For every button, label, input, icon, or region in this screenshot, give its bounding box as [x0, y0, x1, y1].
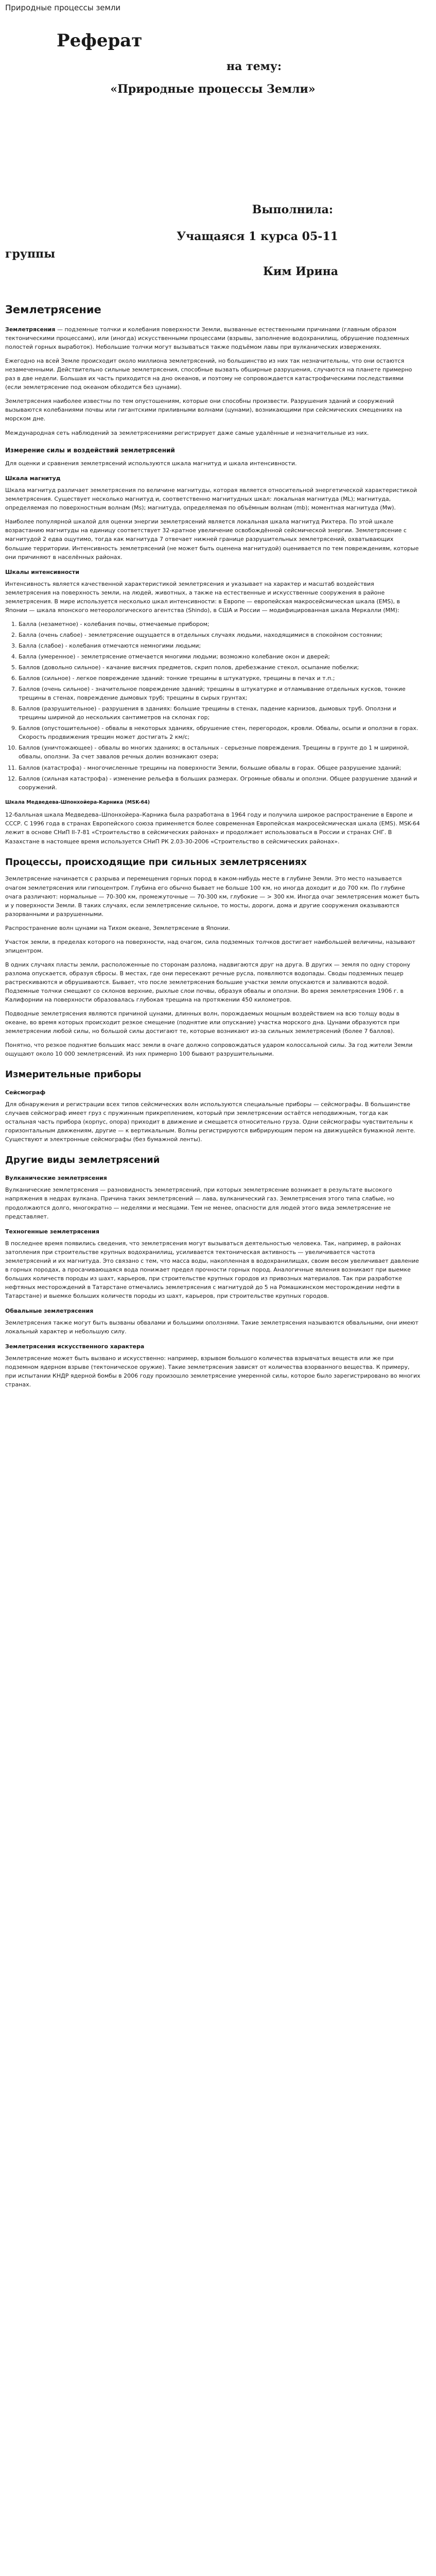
- list-item: 5. Баллов (довольно сильное) - качание висячих предметов, скрип полов, дребезжание стекол, осыпание побелки;: [19, 663, 421, 672]
- list-item: 12. Баллов (сильная катастрофа) - изменение рельефа в больших размерах. Огромные обвалы и оползни. Общее разрушение зданий и сооружений.: [19, 774, 421, 792]
- magnitude-paragraph: Наиболее популярной шкалой для оценки энергии землетрясений является локальная шкала магнитуд Рихтера. По этой шкале возрастанию магнитуды на единицу соответствует 32-кратное увеличение освобождённой сейсмической энергии. Землетрясение с магнитудой 2 едва ощутимо, тогда как магнитуда 7 отвечает нижней границе разрушительных землетрясений, охватывающих большие территории. Интенсивность землетрясений (не может быть оценена магнитудой) оценивается по тем повреждениям, которые они причиняют в населённых районах.: [5, 518, 419, 561]
- title-block: [5, 27, 421, 98]
- earthquake-section: [5, 301, 421, 437]
- list-item: 8. Баллов (разрушительное) - разрушения в зданиях: большие трещины в стенах, падение карнизов, дымовых труб. Оползни и трещины шириной до нескольких сантиметров на склонах гор;: [19, 704, 421, 722]
- msk-caption: Шкала Медведева-Шпонхойера-Карника (MSK-64): [5, 799, 150, 805]
- measurement-heading: Измерение силы и воздействий землетрясений: [5, 446, 175, 454]
- processes-paragraph: В одних случаях пласты земли, расположенные по сторонам разлома, надвигаются друг на друга. В других — земля по одну сторону разлома опускается, образуя сбросы. В местах, где они пересекают речные русла, появляются водопады. Своды подземных пещер растрескиваются и обрушиваются. Бывает, что после землетрясения большие участки земли опускаются и заливаются водой. Подземные толчки смещают со склонов верхние, рыхлые слои почвы, образуя обвалы и оползни. Во время землетрясения 1906 г. в Калифорнии на поверхности образовалась глубокая трещина на протяжении 450 километров.: [5, 961, 410, 1004]
- msk-paragraph: 12-балльная шкала Медведева–Шпонхойера–Карника была разработана в 1964 году и получила широкое распространение в Европе и СССР. С 1996 года в странах Европейского союза применяется более современная Европейская макросейсмическая шкала (EMS). MSK-64 лежит в основе СНиП II-7-81 «Строительство в сейсмических районах» и продолжает использоваться в России и странах СНГ. В Казахстане в настоящее время используется СНиП РК 2.03-30-2006 «Строительство в сейсмических районах».: [5, 811, 420, 845]
- technogenic-paragraph: В последнее время появились сведения, что землетрясения могут вызываться деятельностью человека. Так, например, в районах затопления при строительстве крупных водохранилищ, усиливается тектоническая активность — увеличивается частота землетрясений и их магнитуда. Это связано с тем, что масса воды, накопленная в водохранилищах, своим весом увеличивает давление в горных породах, а просачивающаяся вода понижает предел прочности горных пород. Аналогичные явления возникают при выемке больших количеств породы из шахт, карьеров, при строительстве крупных городов из привозных материалов. Так при разработке нефтяных месторождений в Татарстане отмечались землетрясения с магнитудой до 5 на Ромашкинском месторождении нефти в Татарстане) и выемке больших количеств породы из шахт, карьеров, при строительстве крупных городов.: [5, 1240, 419, 1299]
- technogenic-heading: Техногенные землетрясения: [5, 1228, 99, 1235]
- intensity-scale-list: [5, 620, 421, 792]
- processes-section: [5, 855, 421, 1059]
- earthquake-definition: [5, 325, 421, 351]
- topic-title: «Природные процессы Земли»: [110, 82, 316, 96]
- other-earthquakes-heading: Другие виды землетрясений: [5, 1155, 160, 1166]
- earthquake-paragraph: Ежегодно на всей Земле происходит около миллиона землетрясений, но большинство из них так незначительны, что они остаются незамеченными. Действительно сильные землетрясения, способные вызвать обширные разрушения, случаются на планете примерно раз в две недели. Большая их часть приходится на дно океанов, и поэтому не сопровождается катастрофическими последствиями (если землетрясение под океаном обходится без цунами).: [5, 358, 412, 391]
- earthquake-paragraph: Землетрясения наиболее известны по тем опустошениям, которые они способны произвести. Разрушения зданий и сооружений вызываются колебаниями почвы или гигантскими приливными волнами (цунами), возникающими при сейсмических смещениях на морском дне.: [5, 398, 403, 422]
- measurement-paragraph: Для оценки и сравнения землетрясений используются шкала магнитуд и шкала интенсивности.: [5, 460, 297, 467]
- author-block: [5, 201, 421, 280]
- seismograph-paragraph: Для обнаружения и регистрации всех типов сейсмических волн используются специальные приборы — сейсмографы. В большинстве случаев сейсмограф имеет груз с пружинным прикреплением, который при землетрясении остаётся неподвижным, тогда как остальная часть прибора (корпус, опора) приходит в движение и смещается относительно груза. Одни сейсмографы чувствительны к горизонтальным движениям, другие — к вертикальным. Волны регистрируются вибрирующим пером на движущейся бумажной ленте. Существуют и электронные сейсмографы (без бумажной ленты).: [5, 1101, 416, 1143]
- intensity-paragraph: Интенсивность является качественной характеристикой землетрясения и указывает на характер и масштаб воздействия землетрясения на поверхность земли, на людей, животных, а также на естественные и искусственные сооружения в районе землетрясения. В мире используется несколько шкал интенсивности: в Европе — европейская макросейсмическая шкала (EMS), в Японии — шкала японского метеорологического агентства (Shindo), в США и России — модифицированная шкала Меркалли (MM):: [5, 580, 400, 614]
- earthquake-heading: Землетрясение: [5, 303, 101, 316]
- landslide-heading: Обвальные землетрясения: [5, 1307, 94, 1314]
- performed-label: Выполнила:: [252, 203, 333, 217]
- earthquake-paragraph: Международная сеть наблюдений за землетрясениями регистрирует даже самые удалённые и незначительные из них.: [5, 429, 369, 436]
- intensity-scale-heading: Шкалы интенсивности: [5, 568, 80, 575]
- instruments-heading: Измерительные приборы: [5, 1069, 142, 1080]
- magnitude-scale-heading: Шкала магнитуд: [5, 475, 61, 482]
- document-header: Природные процессы земли: [5, 3, 121, 12]
- processes-paragraph: Распространение волн цунами на Тихом океане, Землетрясение в Японии.: [5, 924, 230, 931]
- list-item: 4. Балла (умеренное) - землетрясение отмечается многими людьми; возможно колебание окон и дверей;: [19, 652, 421, 661]
- list-item: 6. Баллов (сильное) - легкое повреждение зданий: тонкие трещины в штукатурке, трещины в печах и т.п.;: [19, 674, 421, 683]
- instruments-section: [5, 1067, 421, 1144]
- other-earthquakes-section: [5, 1153, 421, 1389]
- measurement-section: [5, 446, 421, 846]
- processes-heading: Процессы, происходящие при сильных землетрясениях: [5, 856, 307, 868]
- list-item: 11. Баллов (катастрофа) - многочисленные трещины на поверхности Земли, большие обвалы в горах. Общее разрушение зданий;: [19, 764, 421, 772]
- on-topic-label: на тему:: [226, 59, 282, 73]
- document-page: [0, 2, 426, 1389]
- processes-paragraph: Участок земли, в пределах которого на поверхности, над очагом, сила подземных толчков достигает наибольшей величины, называют эпицентром.: [5, 938, 415, 954]
- list-item: 3. Балла (слабое) - колебания отмечаются немногими людьми;: [19, 641, 421, 650]
- artificial-paragraph: Землетрясение может быть вызвано и искусственно: например, взрывом большого количества взрывчатых веществ или же при подземном ядерном взрыве (тектоническое оружие). Такие землетрясения зависят от количества взорванного вещества. К примеру, при испытании КНДР ядерной бомбы в 2006 году произошло землетрясение умеренной силы, которое было зарегистрировано во многих странах.: [5, 1355, 421, 1388]
- author-name: Ким Ирина: [263, 265, 338, 279]
- processes-paragraph: Подводные землетрясения являются причиной цунами, длинных волн, порождаемых мощным воздействием на всю толщу воды в океане, во время которых происходит резкое смещение (поднятие или опускание) участка морского дна. Цунами образуются при землетрясении любой силы, но большой силы достигают те, которые возникают из-за сильных землетрясений (более 7 баллов).: [5, 1010, 400, 1035]
- list-item: 7. Баллов (очень сильное) - значительное повреждение зданий; трещины в штукатурке и отламывание отдельных кусков, тонкие трещины в стенах, повреждение дымовых труб; трещины в сырых грунтах;: [19, 685, 421, 702]
- list-item: 2. Балла (очень слабое) - землетрясение ощущается в отдельных случаях людьми, находящимися в спокойном состоянии;: [19, 631, 421, 639]
- processes-paragraph: Понятно, что резкое поднятие больших масс земли в очаге должно сопровождаться ударом колоссальной силы. За год жители Земли ощущают около 10 000 землетрясений. Из них примерно 100 бывают разрушительными.: [5, 1042, 413, 1058]
- volcanic-heading: Вулканические землетрясения: [5, 1175, 107, 1182]
- earthquake-definition-text: — подземные толчки и колебания поверхности Земли, вызванные естественными причинами (главным образом тектоническими процессами), или (иногда) искусственными процессами (взрывы, заполнение водохранилищ, обрушение подземных полостей горных выработок). Небольшие толчки могут вызываться также подъёмом лавы при вулканических извержениях.: [5, 326, 409, 351]
- referat-title: Реферат: [57, 30, 143, 52]
- list-item: 1. Балла (незаметное) - колебания почвы, отмечаемые прибором;: [19, 620, 421, 629]
- list-item: 9. Баллов (опустошительное) - обвалы в некоторых зданиях, обрушение стен, перегородок, кровли. Обвалы, осыпи и оползни в горах. Скорость продвижения трещин может достигать 2 км/с;: [19, 724, 421, 741]
- artificial-heading: Землетрясения искусственного характера: [5, 1343, 145, 1350]
- earthquake-term: Землетрясения: [5, 326, 56, 333]
- processes-paragraph: Землетрясение начинается с разрыва и перемещения горных пород в каком-нибудь месте в глубине Земли. Это место называется очагом землетрясения или гипоцентром. Глубина его обычно бывает не больше 100 км, но иногда доходит и до 700 км. По глубине очага различают: нормальные — 70-300 км, промежуточные — 70-300 км, глубокие — > 300 км. Иногда очаг землетрясения может быть и у поверхности Земли. В таких случаях, если землетрясение сильное, то мосты, дороги, дома и другие сооружения оказываются разорванными и разрушенными.: [5, 875, 420, 918]
- student-line: Учащаяся 1 курса 05-11: [177, 230, 338, 244]
- volcanic-paragraph: Вулканические землетрясения — разновидность землетрясений, при которых землетрясение возникает в результате высокого напряжения в недрах вулкана. Причина таких землетрясений — лава, вулканический газ. Землетрясения этого типа слабые, но продолжаются долго, многократно — неделями и месяцами. Тем не менее, опасности для людей этого вида землетрясение не представляет.: [5, 1187, 395, 1220]
- landslide-paragraph: Землетрясения также могут быть вызваны обвалами и большими оползнями. Такие землетрясения называются обвальными, они имеют локальный характер и небольшую силу.: [5, 1319, 418, 1335]
- magnitude-paragraph: Шкала магнитуд различает землетрясения по величине магнитуды, которая является относительной энергетической характеристикой землетрясения. Существует несколько магнитуд и, соответственно магнитудных шкал: локальная магнитуда (ML); магнитуда, определяемая по поверхностным волнам (Ms); магнитуда, определяемая по объёмным волнам (mb); моментная магнитуда (Mw).: [5, 487, 417, 512]
- list-item: 10. Баллов (уничтожающее) - обвалы во многих зданиях; в остальных - серьезные повреждения. Трещины в грунте до 1 м шириной, обвалы, оползни. За счет завалов речных долин возникают озера;: [19, 743, 421, 761]
- group-line: группы: [5, 247, 56, 261]
- seismograph-heading: Сейсмограф: [5, 1089, 46, 1096]
